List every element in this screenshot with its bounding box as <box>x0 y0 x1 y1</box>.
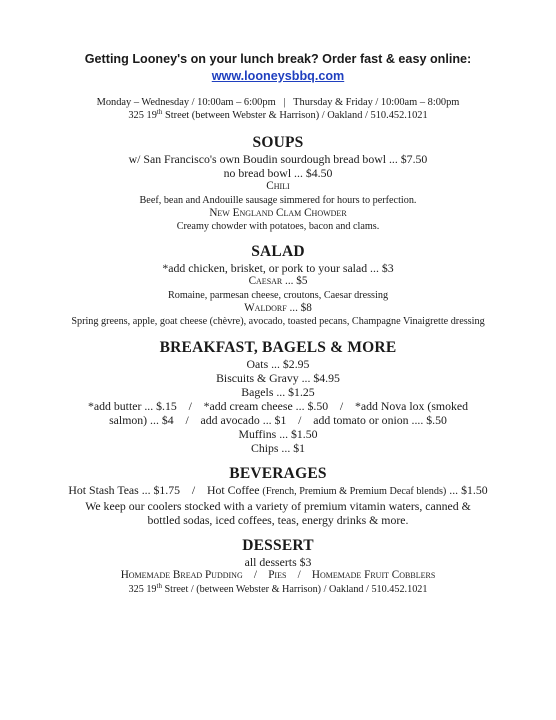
soup-item-name: Chili <box>266 180 290 192</box>
website-link[interactable]: www.looneysbbq.com <box>211 69 345 83</box>
bagel-addons-line-2: salmon) ... $4 / add avocado ... $1 / add tomato or onion .... $.50 <box>109 413 447 427</box>
bagel-addons-line-1: *add butter ... $.15 / *add cream cheese ... $.50 / *add Nova lox (smoked <box>87 399 469 413</box>
headline: Getting Looney's on your lunch break? Order fast & easy online: <box>84 52 472 66</box>
soup-item-desc: Beef, bean and Andouille sausage simmered for hours to perfection. <box>139 194 417 206</box>
coolers-line-2: bottled sodas, iced coffees, teas, energy drinks & more. <box>147 513 409 527</box>
soups-heading: SOUPS <box>252 134 304 151</box>
dessert-items: Homemade Bread Pudding / Pies / Homemade Fruit Cobblers <box>120 569 436 581</box>
beverages-heading: BEVERAGES <box>229 465 327 482</box>
breakfast-bagels: Bagels ... $1.25 <box>241 385 315 399</box>
breakfast-oats: Oats ... $2.95 <box>246 357 310 371</box>
hours-separator: | <box>283 97 286 108</box>
dessert-price: all desserts $3 <box>244 555 312 569</box>
header-address: 325 19th Street (between Webster & Harrison) / Oakland / 510.452.1021 <box>128 108 428 121</box>
hours-mon-wed: Monday – Wednesday / 10:00am – 6:00pm <box>96 97 276 108</box>
hot-coffee: Hot Coffee <box>206 483 260 497</box>
soups-no-bread-bowl: no bread bowl ... $4.50 <box>223 166 333 180</box>
hot-coffee-price: ... $1.50 <box>449 483 488 497</box>
hours-thu-fri: Thursday & Friday / 10:00am – 8:00pm <box>293 97 460 108</box>
coolers-line-1: We keep our coolers stocked with a variety of premium vitamin waters, canned & <box>85 499 471 513</box>
soup-item-desc: Creamy chowder with potatoes, bacon and clams. <box>176 221 380 232</box>
breakfast-muffins: Muffins ... $1.50 <box>238 427 318 441</box>
breakfast-heading: BREAKFAST, BAGELS & MORE <box>159 339 397 356</box>
salad-addon: *add chicken, brisket, or pork to your salad ... $3 <box>162 261 394 275</box>
salad-item-name: Caesar ... $5 <box>248 275 308 287</box>
soups-bread-bowl: w/ San Francisco's own Boudin sourdough bread bowl ... $7.50 <box>128 152 428 166</box>
hot-teas: Hot Stash Teas ... $1.75 <box>68 483 181 497</box>
salad-item-desc: Romaine, parmesan cheese, croutons, Caesar dressing <box>167 289 389 301</box>
salad-item-desc: Spring greens, apple, goat cheese (chèvre), avocado, toasted pecans, Champagne Vinaigrette dressing <box>71 316 485 327</box>
beverages-hot-drinks: Hot Stash Teas ... $1.75 / Hot Coffee (French, Premium & Premium Decaf blends) ... $1.50 <box>68 483 488 497</box>
salad-item-name: Waldorf ... $8 <box>244 301 312 314</box>
business-hours <box>6 96 550 109</box>
breakfast-chips: Chips ... $1 <box>250 441 306 455</box>
footer-address: 325 19th Street / (between Webster & Harrison) / Oakland / 510.452.1021 <box>128 581 428 595</box>
dessert-heading: DESSERT <box>242 537 314 554</box>
breakfast-biscuits: Biscuits & Gravy ... $4.95 <box>216 371 340 385</box>
salad-heading: SALAD <box>251 243 305 260</box>
hot-coffee-note: (French, Premium & Premium Decaf blends) <box>262 486 447 497</box>
soup-item-name: New England Clam Chowder <box>209 206 347 219</box>
